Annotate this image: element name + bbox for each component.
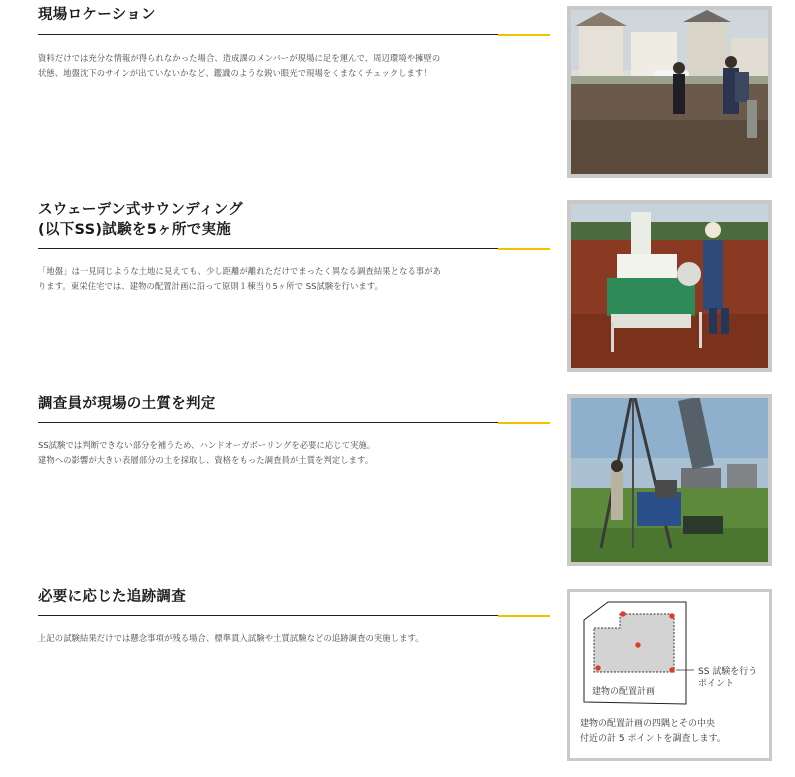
label-line: ポイント (698, 679, 735, 689)
ss-point-marker (669, 667, 674, 672)
title-line: 必要に応じた追跡調査 (38, 589, 186, 605)
section-title (38, 200, 243, 240)
label-line: SS 試験を行う (698, 667, 758, 677)
title-line: 調査員が現場の土質を判定 (38, 396, 216, 412)
body-line: 状態、地盤沈下のサインが出ていないかなど、鑑識のような鋭い眼光で現場をくまなくチェックします！ (38, 68, 432, 78)
body-line: 建物への影響が大きい表層部分の土を採取し、資格をもった調査員が土質を判定します。 (38, 455, 374, 465)
title-line: (以下SS)試験を5ヶ所で実施 (38, 222, 232, 238)
ss-point-marker (635, 642, 640, 647)
section-body (38, 51, 550, 81)
ss-test-machine-photo (567, 200, 772, 372)
diagram-caption (580, 717, 765, 747)
ss-test-points-diagram (567, 589, 772, 761)
section-body (38, 631, 550, 646)
title-line: スウェーデン式サウンディング (38, 202, 243, 218)
caption-line: 建物の配置計画の四隅とその中央 (580, 719, 716, 729)
ss-point-label (698, 666, 757, 690)
site-inspection-photo (567, 6, 772, 178)
section-title (38, 394, 216, 414)
divider-accent (498, 615, 550, 617)
body-line: SS試験では判断できない部分を補うため、ハンドオーガボーリングを必要に応じて実施。 (38, 440, 376, 450)
soil-boring-photo (567, 394, 772, 566)
section-body (38, 438, 550, 468)
section-title (38, 5, 156, 25)
divider-accent (498, 248, 550, 250)
ss-point-marker (669, 613, 674, 618)
ss-point-marker (595, 665, 600, 670)
section-title (38, 587, 186, 607)
body-line: 上記の試験結果だけでは懸念事項が残る場合、標準貫入試験や土質試験などの追跡調査の実施します。 (38, 633, 424, 643)
divider-accent (498, 422, 550, 424)
section-divider (38, 248, 550, 249)
section-divider (38, 615, 550, 616)
title-line: 現場ロケーション (38, 7, 156, 23)
caption-line: 付近の計 5 ポイントを調査します。 (580, 734, 726, 744)
body-line: ります。東栄住宅では、建物の配置計画に沿って原則１棟当り5ヶ所で SS試験を行います。 (38, 281, 384, 291)
section-body (38, 264, 550, 294)
body-line: 資料だけでは充分な情報が得られなかった場合、造成課のメンバーが現場に足を運んで、周辺環境や擁壁の (38, 53, 441, 63)
section-divider (38, 422, 550, 423)
body-line: 「地盤」は一見同じような土地に見えても、少し距離が離れただけでまったく異なる調査結果となる事があ (38, 266, 442, 276)
divider-accent (498, 34, 550, 36)
section-divider (38, 34, 550, 35)
ss-point-marker (620, 611, 625, 616)
building-plan-label: 建物の配置計画 (592, 687, 656, 697)
